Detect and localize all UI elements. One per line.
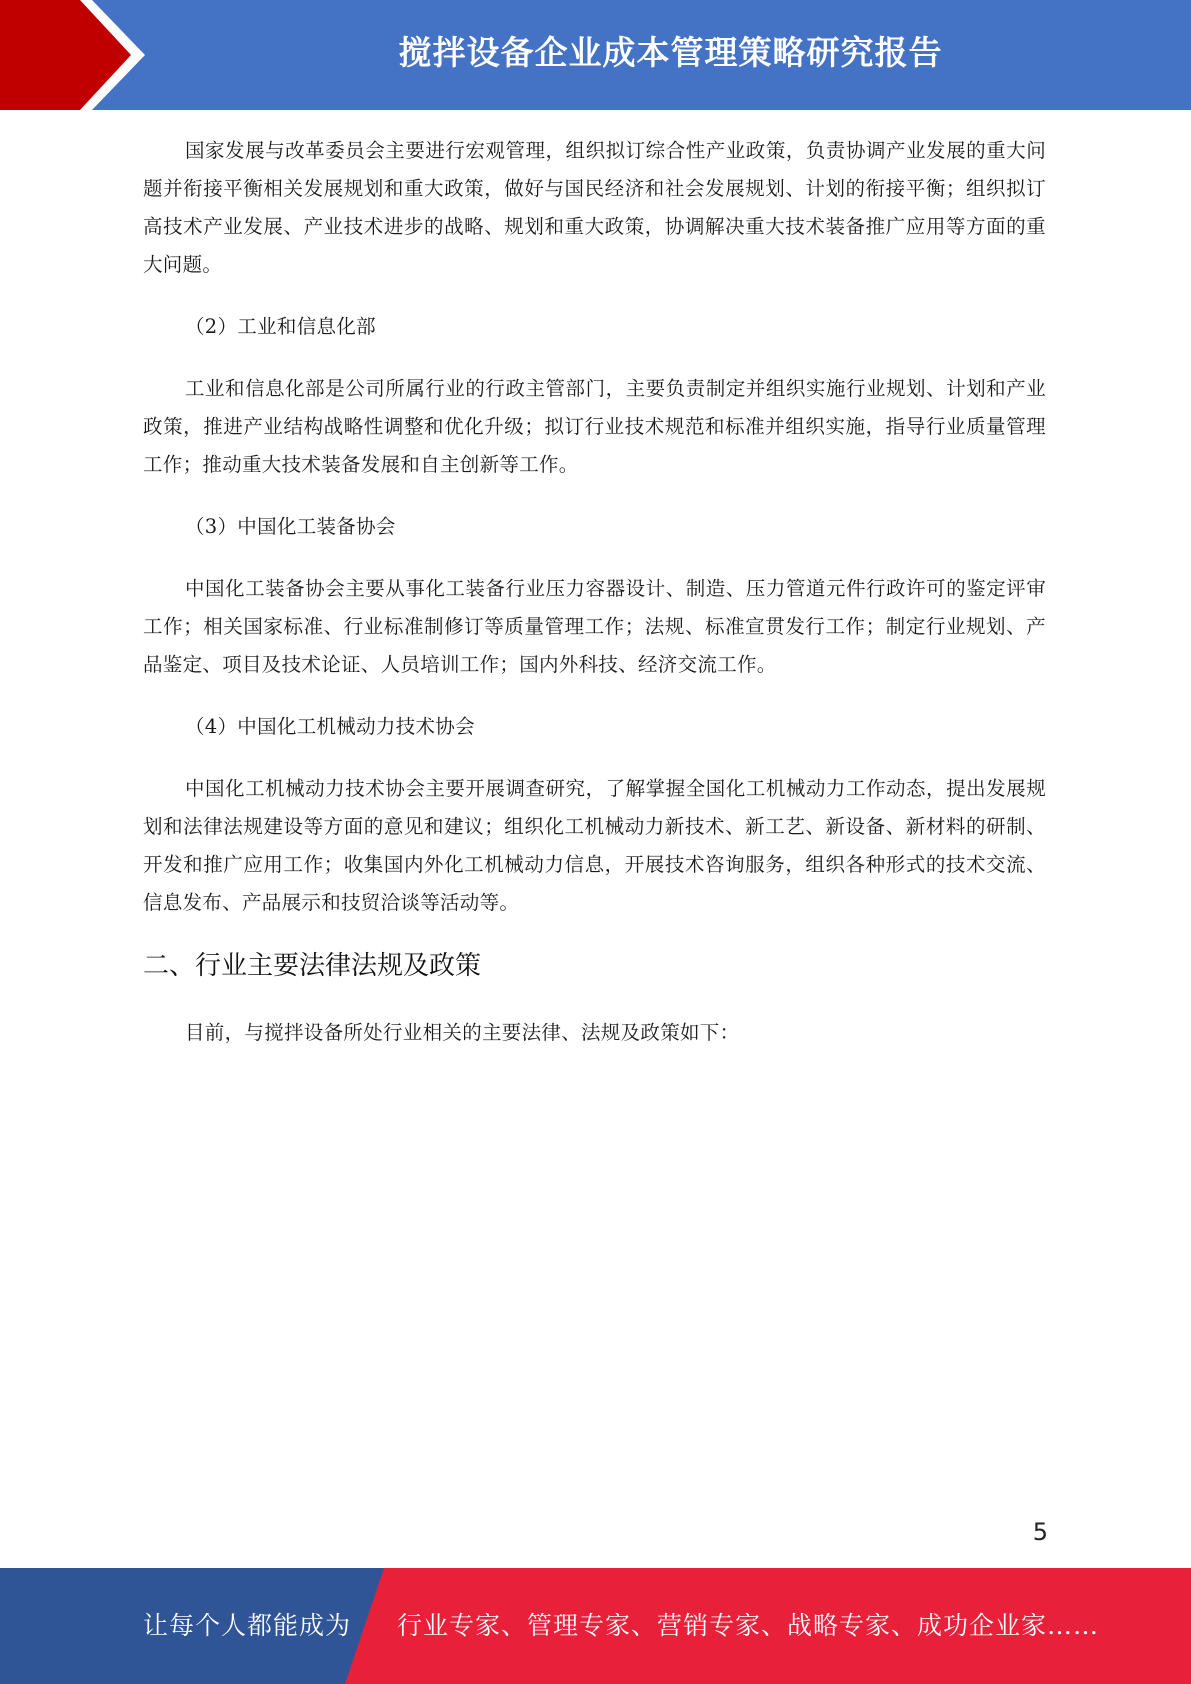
subheading-chemical-equipment-association: （3）中国化工装备协会	[185, 515, 396, 538]
paragraph-miit: 工业和信息化部是公司所属行业的行政主管部门，主要负责制定并组织实施行业规划、计划和产业政策，推进产业结构战略性调整和优化升级；拟订行业技术规范和标准并组织实施，指导行业质量管理工作；推动重大技术装备发展和自主创新等工作。	[143, 377, 1046, 476]
paragraph-ndrc: 国家发展与改革委员会主要进行宏观管理，组织拟订综合性产业政策，负责协调产业发展的重大问题并衔接平衡相关发展规划和重大政策，做好与国民经济和社会发展规划、计划的衔接平衡；组织拟订高技术产业发展、产业技术进步的战略、规划和重大政策，协调解决重大技术装备推广应用等方面的重大问题。	[143, 139, 1046, 276]
subheading-miit: （2）工业和信息化部	[185, 315, 376, 338]
paragraph-laws-intro: 目前，与搅拌设备所处行业相关的主要法律、法规及政策如下：	[185, 1021, 740, 1044]
footer-slogan-right: 行业专家、管理专家、营销专家、战略专家、成功企业家……	[397, 1611, 1100, 1640]
paragraph-chemical-machinery-association: 中国化工机械动力技术协会主要开展调查研究，了解掌握全国化工机械动力工作动态，提出发展规划和法律法规建设等方面的意见和建议；组织化工机械动力新技术、新工艺、新设备、新材料的研制、开发和推广应用工作；收集国内外化工机械动力信息，开展技术咨询服务，组织各种形式的技术交流、信息发布、产品展示和技贸洽谈等活动等。	[143, 777, 1046, 914]
header-banner	[0, 0, 1191, 110]
page-number: 5	[1032, 1518, 1048, 1546]
header-arrow-decoration	[0, 0, 160, 110]
paragraph-chemical-equipment-association: 中国化工装备协会主要从事化工装备行业压力容器设计、制造、压力管道元件行政许可的鉴定评审工作；相关国家标准、行业标准制修订等质量管理工作；法规、标准宣贯发行工作；制定行业规划、产品鉴定、项目及技术论证、人员培训工作；国内外科技、经济交流工作。	[143, 577, 1046, 676]
main-content	[143, 132, 1046, 1076]
document-title: 搅拌设备企业成本管理策略研究报告	[398, 33, 943, 72]
footer-slogan-left: 让每个人都能成为	[143, 1611, 352, 1640]
section-heading-laws-policies: 二、行业主要法律法规及政策	[143, 951, 482, 981]
footer-banner	[0, 1568, 1191, 1684]
subheading-chemical-machinery-association: （4）中国化工机械动力技术协会	[185, 715, 475, 738]
